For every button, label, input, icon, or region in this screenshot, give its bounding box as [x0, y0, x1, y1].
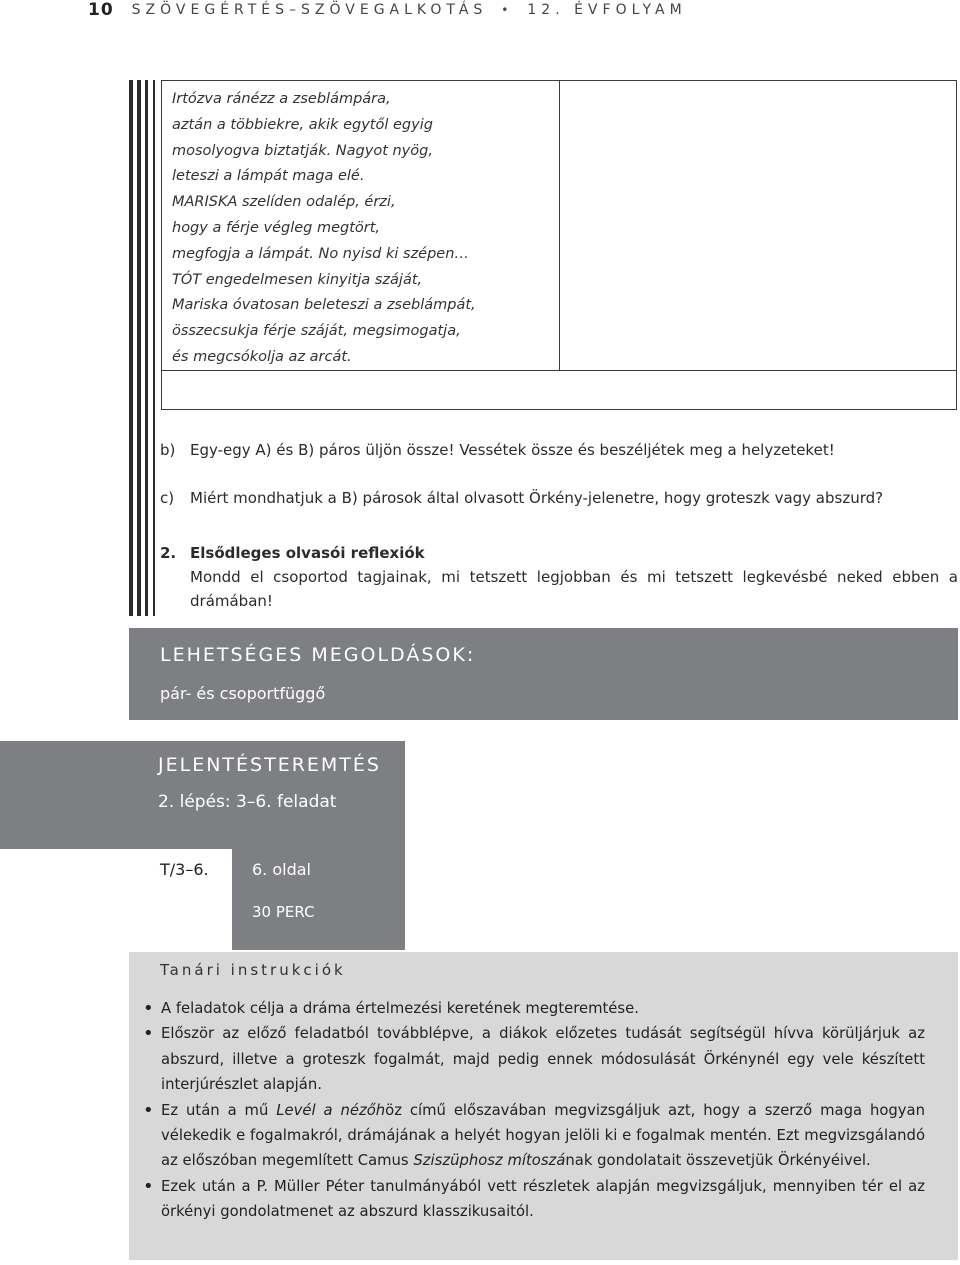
solutions-heading: LEHETSÉGES MEGOLDÁSOK: — [160, 644, 476, 666]
dialog-line: összecsukja férje száját, megsimogatja, — [172, 323, 461, 340]
section-2-body: Mondd el csoportod tagjainak, mi tetszett legjobban és mi tetszett legkevésbé neked ebben a drámában! — [190, 568, 958, 610]
dialog-table — [161, 80, 957, 410]
dialog-line: TÓT engedelmesen kinyitja száját, — [172, 271, 423, 288]
task-c-label: c) — [160, 489, 175, 507]
dialog-line: megfogja a lámpát. No nyisd ki szépen… — [172, 245, 469, 262]
section-2 — [160, 541, 958, 613]
task-c-text: Miért mondhatjuk a B) párosok által olvasott Örkény-jelenetre, hogy groteszk vagy abszurd? — [190, 489, 884, 507]
dialog-line: MARISKA szelíden odalép, érzi, — [172, 194, 396, 211]
list-item: • A feladatok célja a dráma értelmezési keretének megteremtése. — [143, 996, 925, 1021]
instructions-heading: Tanári instrukciók — [160, 961, 346, 979]
page-number: 10 — [88, 0, 114, 20]
margin-bars — [129, 80, 161, 616]
list-item: • Először az előző feladatból továbblépve, a diákok előzetes tudását segítségül hívva körüljárjuk az abszurd, illetve a groteszk fogalmát, majd pedig ennek módosulását Örkénynél egy vele készített interjúrészlet alapján. — [143, 1021, 925, 1097]
dialog-line: és megcsókolja az arcát. — [172, 348, 352, 365]
section-2-number: 2. — [160, 544, 177, 562]
dialog-line: hogy a férje végleg megtört, — [172, 219, 381, 236]
duration-minutes: 30 — [252, 903, 272, 921]
item-text: nak gondolatait összevetjük Örkényéivel. — [565, 1152, 871, 1170]
item-text: Ez után a mű — [161, 1101, 277, 1119]
header-subject: SZÖVEGÉRTÉS–SZÖVEGALKOTÁS — [131, 2, 488, 18]
header-separator: • — [501, 3, 514, 17]
page-reference: 6. oldal — [252, 860, 311, 879]
task-b-text: Egy-egy A) és B) páros üljön össze! Vessétek össze és beszéljétek meg a helyzeteket! — [190, 441, 835, 459]
dialog-cell-left — [162, 81, 560, 371]
duration — [252, 903, 315, 921]
step-heading: JELENTÉSTEREMTÉS — [158, 754, 381, 776]
section-2-title: Elsődleges olvasói reflexiók — [190, 544, 425, 562]
solutions-box — [129, 628, 958, 720]
instructions-list — [143, 996, 925, 1225]
dialog-line: Mariska óvatosan beleteszi a zseblámpát, — [172, 297, 476, 314]
dialog-line: Irtózva ránézz a zseblámpára, — [172, 91, 391, 107]
list-item: • Ezek után a P. Müller Péter tanulmányából vett részletek alapján megvizsgáljuk, mennyiben tér el az örkényi gondolatmenet az abszurd klasszikusaitól. — [143, 1174, 925, 1225]
item-text: öz című előszavában megvizsgáljuk azt, hogy a szerző maga hogyan vélekedik e fogalmakról, drámájának a helyét hogyan jelöli ki e fogalmak mentén. Ezt megvizsgálandó az előszóban megemlített Camus — [161, 1101, 925, 1170]
time-box — [232, 849, 405, 950]
solutions-text: pár- és csoportfüggő — [160, 684, 326, 703]
running-header — [88, 0, 687, 20]
dialog-line: leteszi a lámpát maga elé. — [172, 168, 365, 185]
task-b — [160, 441, 835, 459]
dialog-cell-right — [560, 81, 956, 371]
dialog-line: mosolyogva biztatják. Nagyot nyög, — [172, 142, 433, 159]
duration-unit: PERC — [275, 903, 315, 921]
task-b-label: b) — [160, 441, 176, 459]
header-grade: 12. ÉVFOLYAM — [527, 2, 687, 18]
list-item — [143, 1098, 925, 1174]
step-block — [0, 741, 405, 849]
dialog-line: aztán a többiekre, akik egytől egyig — [172, 116, 433, 133]
task-code: T/3–6. — [160, 860, 209, 879]
task-c — [160, 489, 883, 507]
dialog-text — [172, 87, 476, 371]
work-title-level: Levél a nézőh — [276, 1101, 386, 1119]
work-title-sziszuphosz: Sziszüphosz mítoszá — [413, 1152, 566, 1170]
step-text: 2. lépés: 3–6. feladat — [158, 792, 337, 812]
teacher-instructions — [129, 952, 958, 1260]
